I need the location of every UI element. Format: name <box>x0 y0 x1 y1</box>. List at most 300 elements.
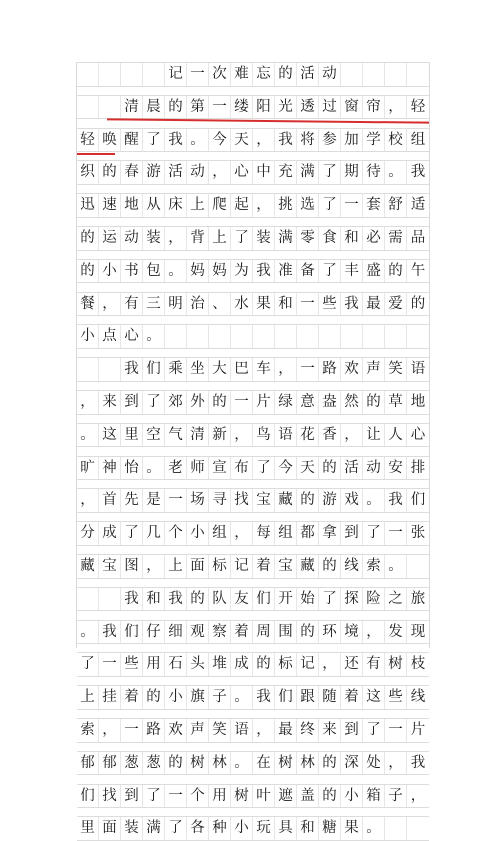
grid-cell: 香 <box>319 424 341 447</box>
grid-cell <box>165 325 187 348</box>
grid-cell: 待 <box>363 161 385 184</box>
grid-cell: 我 <box>99 621 121 644</box>
grid-cell <box>99 588 121 611</box>
grid-cell: 戏 <box>341 489 363 512</box>
grid-cell: 了 <box>319 588 341 611</box>
grid-cell: 迅 <box>77 194 99 217</box>
grid-cell: 旷 <box>77 457 99 480</box>
paragraph-3-row <box>77 784 429 809</box>
grid-cell: ， <box>77 489 99 512</box>
grid-cell: 的 <box>165 96 187 119</box>
grid-cell: 宣 <box>209 457 231 480</box>
grid-cell: 境 <box>341 621 363 644</box>
grid-cell: 水 <box>231 293 253 316</box>
grid-cell: 零 <box>297 227 319 250</box>
grid-cell: 拿 <box>319 522 341 545</box>
grid-cell: 面 <box>99 817 121 840</box>
grid-cell: 的 <box>209 391 231 414</box>
grid-cell: 里 <box>121 424 143 447</box>
grid-cell: 丰 <box>341 260 363 283</box>
grid-cell <box>407 325 429 348</box>
paragraph-3-row <box>77 587 429 612</box>
grid-cell: 今 <box>209 129 231 152</box>
grid-cell: 玩 <box>253 817 275 840</box>
grid-cell: 林 <box>209 752 231 775</box>
grid-cell: 这 <box>99 424 121 447</box>
paragraph-3-row <box>77 620 429 645</box>
grid-cell: 语 <box>275 424 297 447</box>
grid-cell: 床 <box>165 194 187 217</box>
grid-cell: 的 <box>77 227 99 250</box>
grid-cell: ， <box>143 555 165 578</box>
grid-cell: 察 <box>209 621 231 644</box>
grid-cell: 套 <box>363 194 385 217</box>
grid-cell: 了 <box>319 260 341 283</box>
grid-cell: 了 <box>143 129 165 152</box>
grid-cell: 的 <box>99 161 121 184</box>
grid-cell: 成 <box>99 522 121 545</box>
grid-cell: 环 <box>319 621 341 644</box>
grid-cell: 我 <box>121 588 143 611</box>
grid-cell: 和 <box>297 817 319 840</box>
grid-cell: 路 <box>319 358 341 381</box>
grid-cell: 小 <box>231 817 253 840</box>
grid-cell: 一 <box>297 293 319 316</box>
grid-cell: 醒 <box>121 129 143 152</box>
grid-cell: 一 <box>121 719 143 742</box>
grid-cell: 友 <box>231 588 253 611</box>
grid-cell: 标 <box>275 653 297 676</box>
grid-cell: 小 <box>341 785 363 808</box>
grid-cell: 们 <box>253 588 275 611</box>
grid-cell: 组 <box>209 522 231 545</box>
grid-cell: 深 <box>341 752 363 775</box>
grid-cell: 心 <box>231 161 253 184</box>
grid-cell: 爱 <box>385 293 407 316</box>
grid-cell: 气 <box>165 424 187 447</box>
grid-cell: 过 <box>319 96 341 119</box>
grid-cell: 一 <box>209 96 231 119</box>
paragraph-2-row <box>77 488 429 513</box>
grid-cell: 心 <box>410 426 426 443</box>
grid-cell: 果 <box>341 817 363 840</box>
grid-cell: 地 <box>410 394 426 410</box>
grid-cell: 一 <box>165 489 187 512</box>
grid-cell: 。 <box>77 424 99 447</box>
grid-cell: 了 <box>363 719 385 742</box>
grid-cell: 难 <box>231 63 253 86</box>
grid-cell: 装 <box>121 817 143 840</box>
grid-cell: 午 <box>410 262 426 279</box>
paragraph-2-row <box>77 390 429 415</box>
grid-cell <box>99 358 121 381</box>
grid-cell: 老 <box>165 457 187 480</box>
grid-cell: 光 <box>275 96 297 119</box>
grid-cell: ， <box>253 194 275 217</box>
grid-cell: 到 <box>341 719 363 742</box>
grid-cell: 。 <box>231 686 253 709</box>
red-underline-annotation <box>107 119 429 124</box>
grid-cell <box>407 555 429 578</box>
grid-cell: 每 <box>253 522 275 545</box>
grid-cell: 坐 <box>187 358 209 381</box>
grid-cell: 遮 <box>275 785 297 808</box>
grid-cell: 我 <box>253 686 275 709</box>
grid-cell: 装 <box>253 227 275 250</box>
grid-cell: 的 <box>363 391 385 414</box>
grid-cell: 个 <box>187 785 209 808</box>
grid-cell: 挂 <box>99 686 121 709</box>
grid-cell: 始 <box>297 588 319 611</box>
grid-cell: 一 <box>385 719 407 742</box>
grid-cell: 游 <box>143 161 165 184</box>
grid-cell: 郊 <box>165 391 187 414</box>
grid-cell: 来 <box>99 391 121 414</box>
grid-cell <box>99 96 121 119</box>
grid-cell: 必 <box>363 227 385 250</box>
grid-cell <box>407 63 429 86</box>
grid-cell: 外 <box>187 391 209 414</box>
grid-cell: 我 <box>275 129 297 152</box>
grid-cell: 。 <box>363 489 385 512</box>
grid-cell: ， <box>165 227 187 250</box>
grid-cell: 线 <box>410 689 426 706</box>
grid-cell: 树 <box>187 752 209 775</box>
grid-cell: 上 <box>165 555 187 578</box>
grid-cell: 。 <box>187 129 209 152</box>
grid-cell: 。 <box>363 817 385 840</box>
grid-cell: 让 <box>363 424 385 447</box>
grid-cell: 堆 <box>209 653 231 676</box>
grid-cell: 语 <box>231 719 253 742</box>
grid-cell: 的 <box>253 653 275 676</box>
grid-cell: 和 <box>341 227 363 250</box>
grid-cell: 上 <box>209 227 231 250</box>
grid-cell: 妈 <box>187 260 209 283</box>
grid-cell: 校 <box>385 129 407 152</box>
grid-cell: 参 <box>319 129 341 152</box>
grid-cell: 我 <box>410 754 426 771</box>
grid-cell: 备 <box>297 260 319 283</box>
grid-cell: 小 <box>187 522 209 545</box>
grid-cell: 怡 <box>121 457 143 480</box>
grid-cell: 唤 <box>99 129 121 152</box>
grid-cell: 满 <box>275 227 297 250</box>
paragraph-2-row <box>77 423 429 448</box>
grid-cell: 路 <box>143 719 165 742</box>
grid-cell: 缕 <box>231 96 253 119</box>
grid-cell: 游 <box>319 489 341 512</box>
grid-cell: 、 <box>209 293 231 316</box>
grid-cell: 标 <box>209 555 231 578</box>
grid-cell <box>275 325 297 348</box>
grid-cell: 记 <box>297 653 319 676</box>
grid-cell: ， <box>341 424 363 447</box>
grid-cell: 围 <box>275 621 297 644</box>
grid-cell: 一 <box>165 785 187 808</box>
grid-cell: 然 <box>341 391 363 414</box>
grid-cell <box>341 325 363 348</box>
grid-cell: 动 <box>363 457 385 480</box>
grid-cell: 片 <box>410 722 426 738</box>
grid-cell: 我 <box>385 489 407 512</box>
paragraph-3-row <box>77 685 429 710</box>
grid-cell: 今 <box>275 457 297 480</box>
grid-cell: 治 <box>187 293 209 316</box>
paragraph-1-row <box>77 193 429 218</box>
grid-cell: 盎 <box>319 391 341 414</box>
grid-cell: ， <box>410 787 426 804</box>
grid-cell: 的 <box>275 63 297 86</box>
grid-cell: 索 <box>363 555 385 578</box>
grid-cell: 的 <box>165 752 187 775</box>
grid-cell: 周 <box>253 621 275 644</box>
grid-cell: 运 <box>99 227 121 250</box>
grid-cell: ， <box>99 719 121 742</box>
grid-cell: 到 <box>121 391 143 414</box>
grid-cell: 了 <box>319 161 341 184</box>
paragraph-1-row <box>77 128 429 153</box>
grid-cell: 和 <box>275 293 297 316</box>
grid-cell: 。 <box>385 161 407 184</box>
grid-cell <box>99 63 121 86</box>
grid-cell: 这 <box>363 686 385 709</box>
grid-cell: 细 <box>165 621 187 644</box>
grid-cell: ， <box>385 96 407 119</box>
grid-cell: ， <box>231 522 253 545</box>
grid-cell <box>319 325 341 348</box>
grid-cell: 用 <box>143 653 165 676</box>
grid-cell: 点 <box>99 325 121 348</box>
grid-cell: 笑 <box>385 358 407 381</box>
grid-cell: 晨 <box>143 96 165 119</box>
paragraph-3-row <box>77 718 429 743</box>
grid-cell: 上 <box>187 194 209 217</box>
grid-cell: 们 <box>143 358 165 381</box>
grid-cell: 挑 <box>275 194 297 217</box>
grid-cell: 意 <box>297 391 319 414</box>
grid-cell: 一 <box>187 63 209 86</box>
grid-cell: 了 <box>231 227 253 250</box>
grid-cell: ， <box>253 719 275 742</box>
grid-cell: 笑 <box>209 719 231 742</box>
grid-cell: 树 <box>275 752 297 775</box>
grid-cell: 神 <box>99 457 121 480</box>
grid-cell: 葱 <box>143 752 165 775</box>
grid-cell: 的 <box>385 260 407 283</box>
grid-cell: 窗 <box>341 96 363 119</box>
grid-cell: 的 <box>319 457 341 480</box>
grid-cell: 装 <box>143 227 165 250</box>
paragraph-2-row <box>77 357 429 382</box>
grid-cell: 透 <box>297 96 319 119</box>
grid-cell: 织 <box>77 161 99 184</box>
grid-cell: 有 <box>363 653 385 676</box>
grid-cell: ， <box>209 161 231 184</box>
grid-cell: 的 <box>143 686 165 709</box>
grid-cell: 图 <box>121 555 143 578</box>
grid-cell: 小 <box>99 260 121 283</box>
grid-cell: 排 <box>410 459 426 476</box>
grid-cell: 的 <box>319 555 341 578</box>
grid-cell: 书 <box>121 260 143 283</box>
grid-cell: 绿 <box>275 391 297 414</box>
grid-cell: 起 <box>231 194 253 217</box>
grid-cell: 到 <box>121 785 143 808</box>
grid-cell: 队 <box>209 588 231 611</box>
grid-cell: 声 <box>363 358 385 381</box>
grid-cell: 些 <box>385 686 407 709</box>
grid-cell: 随 <box>319 686 341 709</box>
grid-cell: 小 <box>77 325 99 348</box>
grid-cell: 的 <box>319 785 341 808</box>
grid-cell: 寻 <box>209 489 231 512</box>
grid-cell: 充 <box>275 161 297 184</box>
grid-cell: 清 <box>187 424 209 447</box>
grid-cell: 。 <box>143 325 165 348</box>
grid-cell: 种 <box>209 817 231 840</box>
grid-cell <box>77 358 99 381</box>
grid-cell: 记 <box>231 555 253 578</box>
grid-cell: 的 <box>77 260 99 283</box>
grid-cell: 大 <box>209 358 231 381</box>
grid-cell: 了 <box>165 817 187 840</box>
paragraph-1-row <box>77 324 429 349</box>
grid-cell: 张 <box>410 525 426 542</box>
grid-cell: 食 <box>319 227 341 250</box>
grid-cell: 一 <box>231 391 253 414</box>
grid-cell: 第 <box>187 96 209 119</box>
grid-cell: 动 <box>121 227 143 250</box>
grid-cell: 探 <box>341 588 363 611</box>
grid-cell: 地 <box>121 194 143 217</box>
grid-cell: 我 <box>253 260 275 283</box>
grid-cell: 宝 <box>253 489 275 512</box>
grid-cell <box>407 817 429 840</box>
grid-cell: 藏 <box>77 555 99 578</box>
grid-cell: 石 <box>165 653 187 676</box>
grid-cell: 里 <box>77 817 99 840</box>
grid-cell: 些 <box>319 293 341 316</box>
grid-cell: 们 <box>275 686 297 709</box>
grid-cell: 了 <box>143 785 165 808</box>
grid-cell: ， <box>99 293 121 316</box>
grid-cell: 了 <box>253 457 275 480</box>
grid-cell: 巴 <box>231 358 253 381</box>
grid-cell: 选 <box>297 194 319 217</box>
grid-cell: 师 <box>187 457 209 480</box>
grid-cell: 。 <box>77 621 99 644</box>
grid-cell <box>341 63 363 86</box>
grid-cell: 终 <box>297 719 319 742</box>
grid-cell: 一 <box>385 522 407 545</box>
grid-cell: 一 <box>297 358 319 381</box>
grid-cell: 。 <box>385 555 407 578</box>
grid-cell: 些 <box>121 653 143 676</box>
grid-cell: 着 <box>231 621 253 644</box>
grid-cell: 险 <box>363 588 385 611</box>
grid-cell: 上 <box>77 686 99 709</box>
grid-cell: 开 <box>275 588 297 611</box>
grid-cell: 准 <box>275 260 297 283</box>
grid-cell: 枝 <box>410 656 426 673</box>
grid-cell <box>297 325 319 348</box>
grid-cell: 心 <box>121 325 143 348</box>
grid-cell: 次 <box>209 63 231 86</box>
grid-cell: 的 <box>319 752 341 775</box>
grid-cell: 安 <box>385 457 407 480</box>
grid-cell: 适 <box>410 197 426 214</box>
grid-cell: 的 <box>187 588 209 611</box>
grid-cell: 树 <box>231 785 253 808</box>
grid-cell: 天 <box>231 129 253 152</box>
grid-cell: 草 <box>385 391 407 414</box>
grid-cell: 我 <box>121 358 143 381</box>
grid-cell: 在 <box>253 752 275 775</box>
grid-cell: 车 <box>253 358 275 381</box>
grid-cell: 背 <box>187 227 209 250</box>
grid-cell: 盛 <box>363 260 385 283</box>
grid-cell: 糖 <box>319 817 341 840</box>
grid-cell: 三 <box>143 293 165 316</box>
grid-cell: 先 <box>121 489 143 512</box>
grid-cell: 旅 <box>410 590 426 607</box>
grid-cell: 都 <box>297 522 319 545</box>
grid-cell: 一 <box>341 194 363 217</box>
grid-cell: 们 <box>121 621 143 644</box>
grid-cell: 找 <box>99 785 121 808</box>
grid-cell: 我 <box>410 164 426 181</box>
paragraph-3-row <box>77 652 429 677</box>
grid-cell: 活 <box>341 457 363 480</box>
red-underline-annotation <box>77 153 115 155</box>
grid-cell: 的 <box>410 295 426 312</box>
grid-cell: 之 <box>385 588 407 611</box>
grid-cell: 组 <box>275 522 297 545</box>
grid-cell <box>121 63 143 86</box>
grid-cell: 轻 <box>410 98 426 115</box>
grid-cell: 将 <box>297 129 319 152</box>
grid-cell: 舒 <box>385 194 407 217</box>
grid-cell: ， <box>319 653 341 676</box>
grid-cell: 我 <box>341 293 363 316</box>
grid-cell: 藏 <box>297 555 319 578</box>
grid-cell: 面 <box>187 555 209 578</box>
grid-cell: 最 <box>363 293 385 316</box>
grid-cell: 场 <box>187 489 209 512</box>
grid-cell <box>231 325 253 348</box>
grid-cell: 观 <box>187 621 209 644</box>
grid-cell: 宝 <box>99 555 121 578</box>
grid-cell <box>187 325 209 348</box>
grid-cell: 速 <box>99 194 121 217</box>
grid-cell: 树 <box>385 653 407 676</box>
grid-cell: 头 <box>187 653 209 676</box>
grid-cell: 忘 <box>253 63 275 86</box>
grid-cell: 我 <box>165 588 187 611</box>
grid-cell: ， <box>253 129 275 152</box>
paragraph-1-row <box>77 259 429 284</box>
grid-cell: 找 <box>231 489 253 512</box>
grid-cell: 了 <box>77 653 99 676</box>
grid-cell: 果 <box>253 293 275 316</box>
grid-cell: 成 <box>231 653 253 676</box>
grid-cell: 花 <box>297 424 319 447</box>
grid-cell: ， <box>385 752 407 775</box>
grid-cell <box>385 63 407 86</box>
grid-cell: 各 <box>187 817 209 840</box>
grid-cell: 从 <box>143 194 165 217</box>
